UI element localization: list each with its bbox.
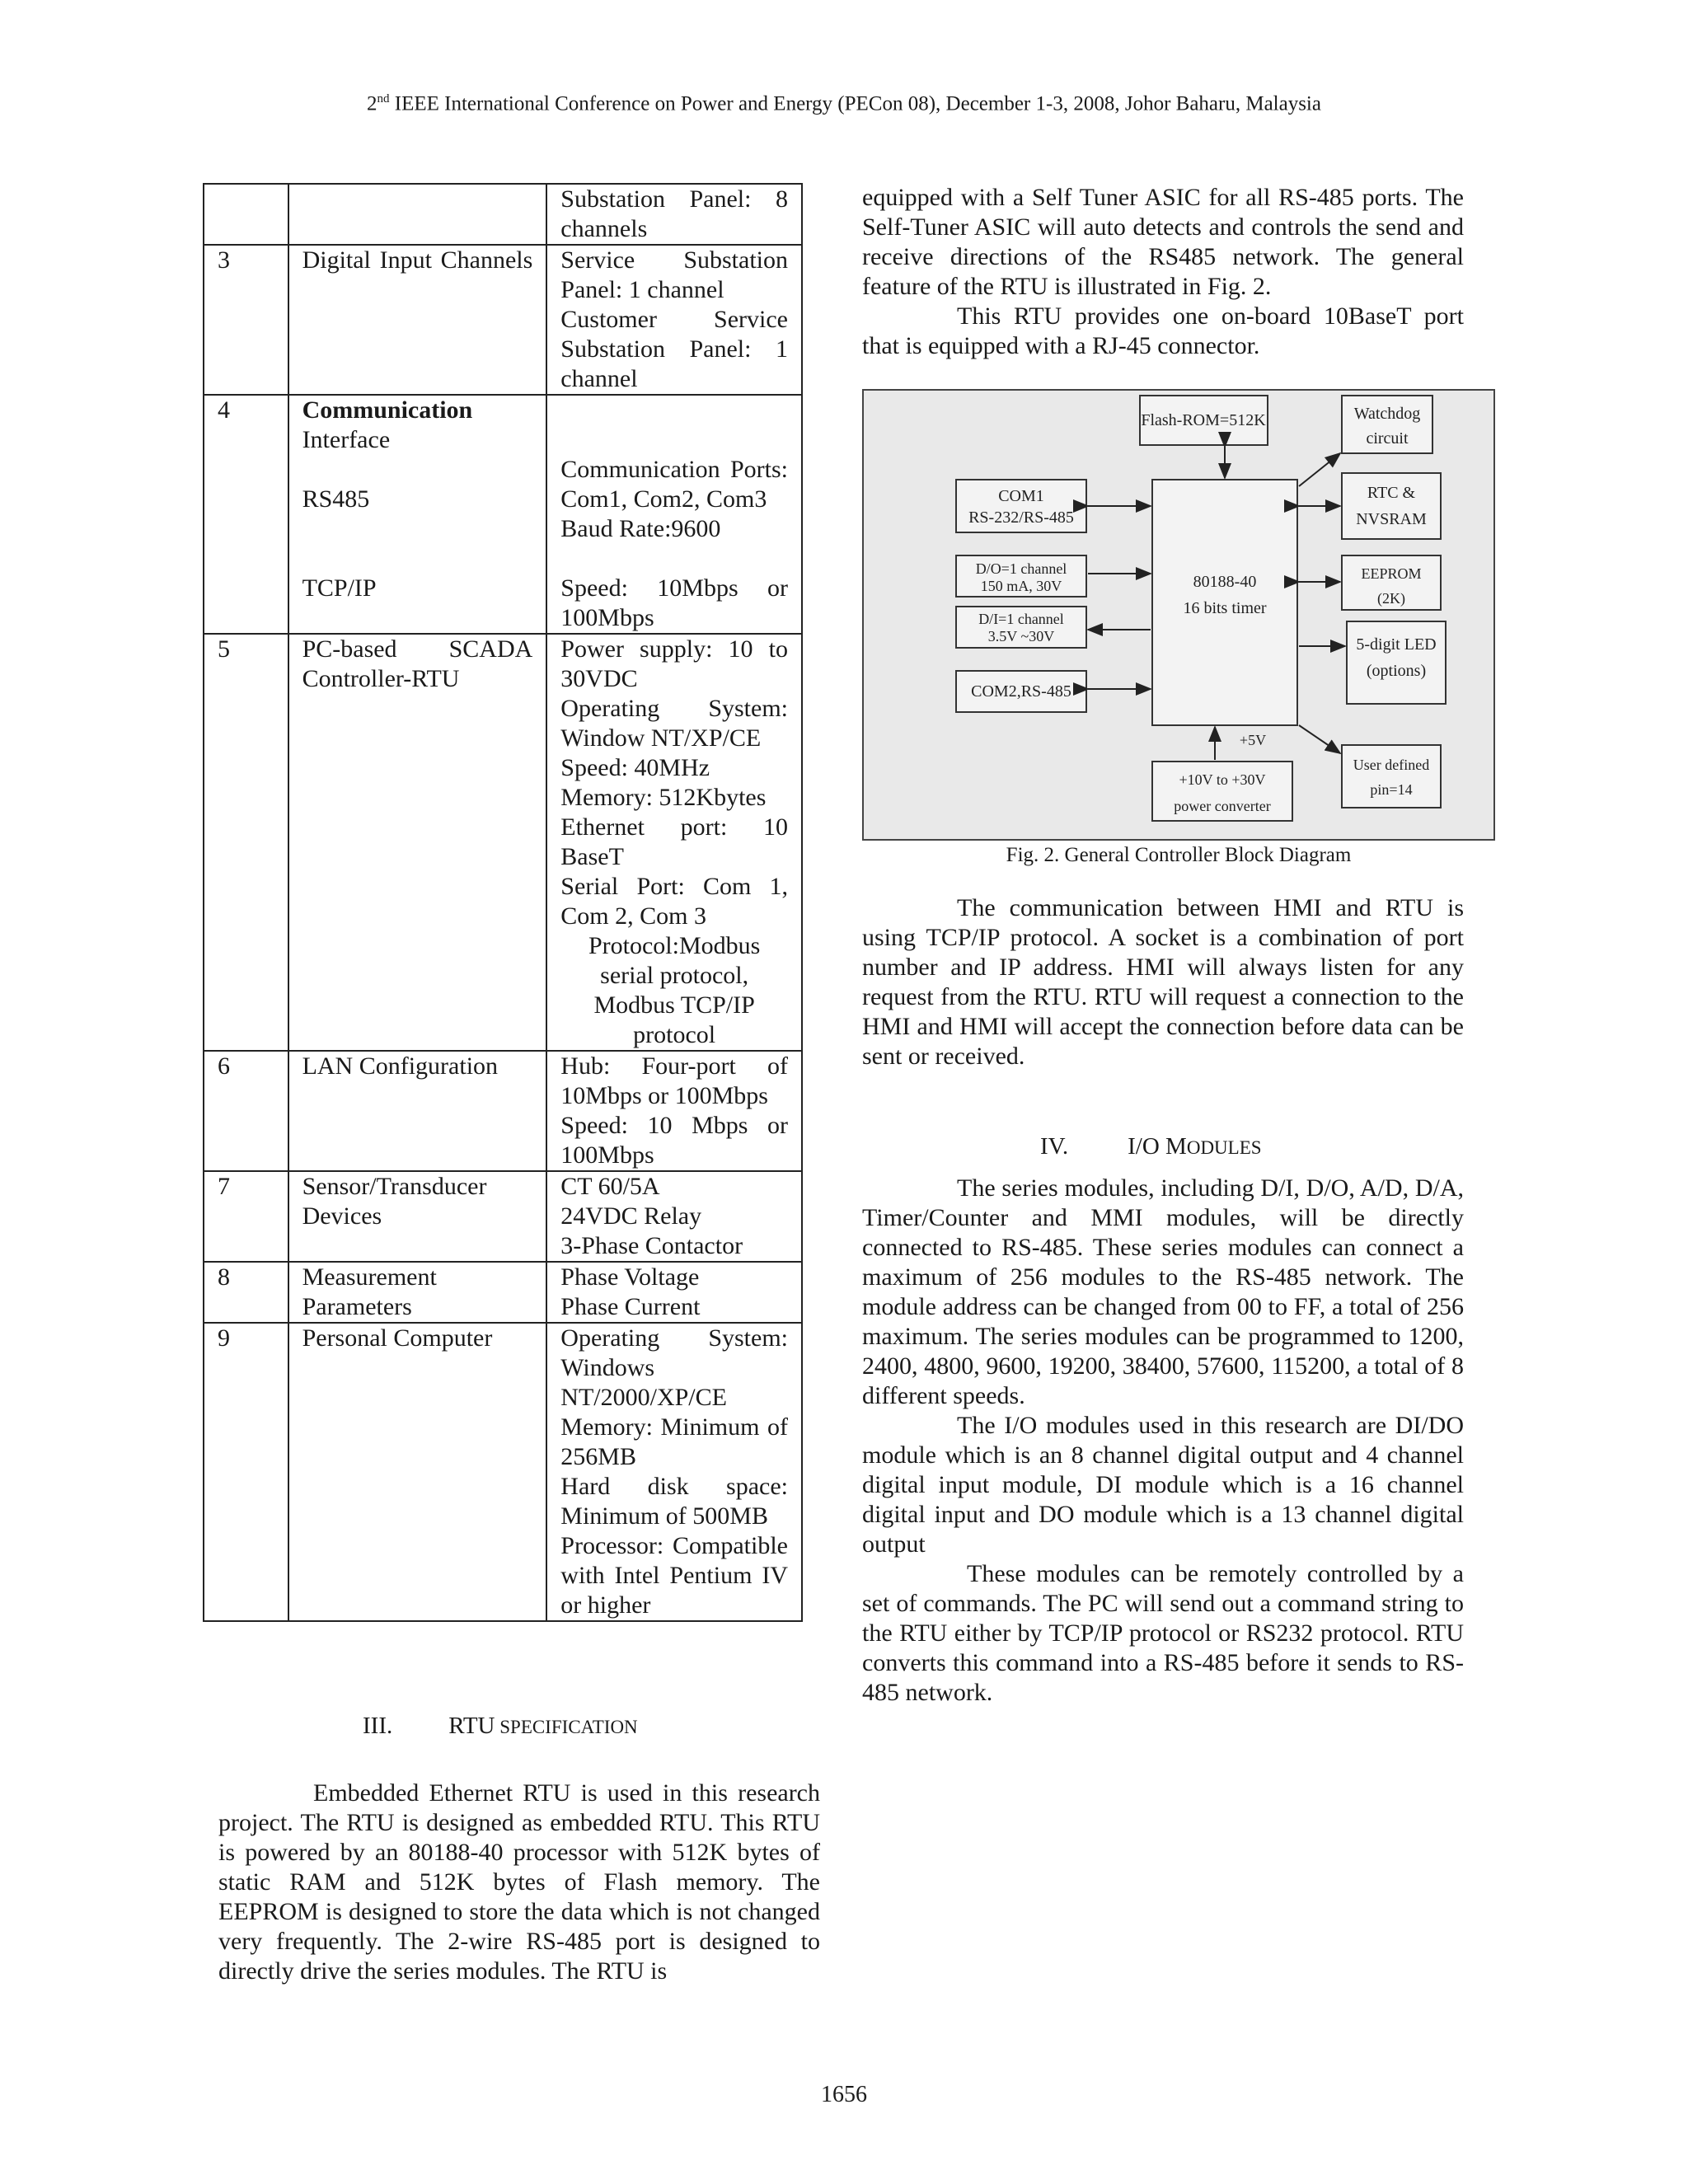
row-number (204, 184, 288, 245)
row-spec: Phase Voltage Phase Current (546, 1262, 802, 1323)
flash-rom-label: Flash-ROM=512K (1141, 411, 1266, 429)
table-row (204, 184, 802, 245)
rtc-label-line1: RTC & (1367, 484, 1416, 502)
row-number: 7 (204, 1171, 288, 1262)
do-label-line2: 150 mA, 30V (980, 578, 1062, 594)
io-modules-paragraph-1: The series modules, including D/I, D/O, A/D, D/A, Timer/Counter and MMI modules, will be directly connected to RS-485. These series modules can connect a maximum of 256 modules to the RS-485 network. The module address can be changed from 00 to FF, a total of 256 maximum. The series modules can be programmed to 1200, 2400, 4800, 9600, 19200, 38400, 57600, 115200, a total of 8 different speeds. (862, 1174, 1464, 1409)
row-item: Sensor/Transducer Devices (288, 1171, 547, 1262)
row-spec: CT 60/5A 24VDC Relay 3-Phase Contactor (546, 1171, 802, 1262)
com1-label-line1: COM1 (998, 487, 1044, 505)
specification-table (203, 183, 803, 1622)
row-number: 8 (204, 1262, 288, 1323)
section-heading-rtu-specification: III. RTU SPECIFICATION (363, 1713, 638, 1739)
row-number: 5 (204, 634, 288, 1051)
right-paragraph-3: The communication between HMI and RTU is using TCP/IP protocol. A socket is a combination of port number and IP address. HMI will always listen for any request from the RTU. RTU will request a connection to the HMI and HMI will accept the connection before data can be sent or received. (862, 894, 1464, 1070)
running-header: 2nd IEEE International Conference on Power and Energy (PECon 08), December 1-3, 2008, Johor Baharu, Malaysia (367, 92, 1321, 115)
section-heading-io-modules: IV. I/O MODULES (1040, 1133, 1262, 1160)
row-item: PC-based SCADA Controller-RTU (288, 634, 547, 1051)
led-label-line1: 5-digit LED (1356, 635, 1437, 654)
row-item: Measurement Parameters (288, 1262, 547, 1323)
row-number: 3 (204, 245, 288, 395)
user-label-line2: pin=14 (1370, 781, 1413, 798)
di-label-line2: 3.5V ~30V (987, 628, 1055, 644)
block-diagram (864, 391, 1493, 839)
do-label-line1: D/O=1 channel (975, 560, 1067, 577)
table-row (204, 634, 802, 1051)
right-paragraph-1: equipped with a Self Tuner ASIC for all RS-485 ports. The Self-Tuner ASIC will auto detects and controls the send and receive directions of the RS485 network. The general feature of the RTU is illustrated in Fig. 2. (862, 184, 1464, 300)
com1-label-line2: RS-232/RS-485 (968, 509, 1074, 527)
di-label-line1: D/I=1 channel (978, 611, 1064, 627)
plus5v-label: +5V (1239, 732, 1267, 748)
figure-caption: Fig. 2. General Controller Block Diagram (1006, 844, 1352, 866)
row-item: Personal Computer (288, 1323, 547, 1621)
row-item: Communication Interface RS485 TCP/IP (288, 395, 547, 634)
row-number: 4 (204, 395, 288, 634)
table-row (204, 1262, 802, 1323)
rtu-specification-paragraph: Embedded Ethernet RTU is used in this research project. The RTU is designed as embedded RTU. This RTU is powered by an 80188-40 processor with 512K bytes of static RAM and 512K bytes of Flash memory. The EEPROM is designed to store the data which is not changed very frequently. The 2-wire RS-485 port is designed to directly drive the series modules. The RTU is (218, 1779, 820, 1985)
cpu-label-line2: 16 bits timer (1183, 599, 1267, 617)
eeprom-label-line1: EEPROM (1361, 565, 1422, 582)
power-label-line1: +10V to +30V (1179, 771, 1266, 788)
watchdog-label-line1: Watchdog (1353, 405, 1421, 423)
eeprom-label-line2: (2K) (1377, 590, 1405, 607)
row-spec: Operating System: Windows NT/2000/XP/CE Memory: Minimum of 256MB Hard disk space: Minimum of 500MB Processor: Compatible with Intel Pentium IV or higher (546, 1323, 802, 1621)
power-label-line2: power converter (1174, 798, 1271, 814)
table-row (204, 1323, 802, 1621)
row-number: 9 (204, 1323, 288, 1621)
row-spec: Communication Ports: Com1, Com2, Com3 Baud Rate:9600 Speed: 10Mbps or 100Mbps (546, 395, 802, 634)
row-spec: Service Substation Panel: 1 channel Customer Service Substation Panel: 1 channel (546, 245, 802, 395)
page-number: 1656 (821, 2082, 867, 2107)
rtc-block (1342, 473, 1441, 539)
block-diagram-figure (862, 389, 1495, 841)
watchdog-link-arrow (1299, 453, 1340, 486)
right-paragraph-2: This RTU provides one on-board 10BaseT port that is equipped with a RJ-45 connector. (862, 302, 1464, 359)
row-item: Digital Input Channels (288, 245, 547, 395)
rtc-label-line2: NVSRAM (1356, 510, 1427, 528)
table-row (204, 1171, 802, 1262)
row-spec: Power supply: 10 to 30VDC Operating System: Window NT/XP/CE Speed: 40MHz Memory: 512Kbytes Ethernet port: 10 BaseT Serial Port: Com 1, Com 2, Com 3 Protocol:Modbus serial protocol, Modbus TCP/IP protocol (546, 634, 802, 1051)
table-row (204, 1051, 802, 1171)
com2-label: COM2,RS-485 (971, 682, 1071, 701)
row-spec: Hub: Four-port of 10Mbps or 100Mbps Speed: 10 Mbps or 100Mbps (546, 1051, 802, 1171)
user-label-line1: User defined (1353, 757, 1430, 773)
user-defined-block (1342, 745, 1441, 808)
user-pin-link-arrow (1299, 725, 1340, 753)
led-label-line2: (options) (1366, 662, 1427, 680)
row-item (288, 184, 547, 245)
table-row (204, 395, 802, 634)
io-modules-paragraph-3: These modules can be remotely controlled by a set of commands. The PC will send out a command string to the RTU either by TCP/IP protocol or RS232 protocol. RTU converts this command into a RS-485 before it sends to RS-485 network. (862, 1560, 1464, 1706)
watchdog-label-line2: circuit (1366, 429, 1409, 448)
row-spec: Substation Panel: 8 channels (546, 184, 802, 245)
cpu-label-line1: 80188-40 (1193, 573, 1257, 591)
row-item: LAN Configuration (288, 1051, 547, 1171)
io-modules-paragraph-2: The I/O modules used in this research are DI/DO module which is an 8 channel digital output and 4 channel digital input module, DI module which is a 16 channel digital input and DO module which is a 13 channel digital output (862, 1412, 1464, 1558)
table-row (204, 245, 802, 395)
row-number: 6 (204, 1051, 288, 1171)
